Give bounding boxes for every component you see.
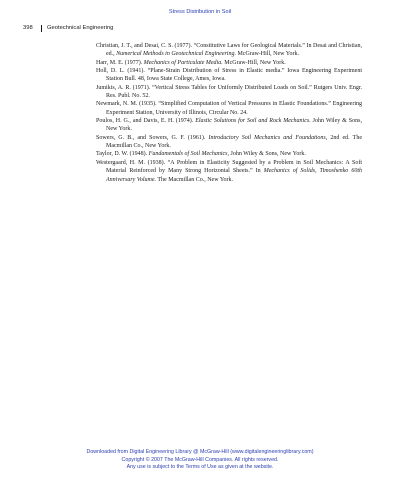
footer-copyright[interactable]: Copyright © 2007 The McGraw-Hill Companies. All rights reserved. [121,456,279,463]
reference-text-end: The Macmillan Co., New York. [156,176,234,183]
reference-italic: Elastic Solutions for Soil and Rock Mechanics. [195,118,311,125]
reference-text-end: John Wiley & Sons, New York. [106,118,362,133]
reference-text: Jumikis, A. R. (1971). “Vertical Stress Tables for Uniformly Distributed Loads on Soil.” Rutgers Univ. Engr. Res. Publ. No. 52. [96,84,362,100]
reference-text: Christian, J. T., and Desai, C. S. (1977). “Constitutive Laws for Geological Materials.” In Desai and Christian, ed., [96,43,362,58]
reference-text: Harr, M. E. (1977). [96,59,144,66]
reference-item [96,59,362,67]
reference-text-end: 2nd ed. The Macmillan Co., New York. [106,134,363,150]
reference-item [96,159,362,184]
header-divider [41,25,42,32]
running-head: Stress Distribution in Soil [168,9,232,15]
reference-list [96,42,362,184]
reference-item [96,42,362,59]
page-header [23,24,383,33]
reference-text-end: McGraw-Hill, New York. [235,51,299,58]
reference-text-end: McGraw-Hill, New York. [222,59,286,66]
reference-text: Newmark, N. M. (1935). “Simplified Computation of Vertical Pressures in Elastic Foundations.” Engineering Experiment Station, University of Illinois, Circular No. 24. [96,101,362,116]
book-title: Geotechnical Engineering [47,25,114,31]
reference-item [96,150,362,158]
reference-italic: Mechanics of Particulate Media. [143,59,223,66]
reference-item [96,84,362,101]
reference-italic: Fundamentals of Soil Mechanics, [148,151,229,158]
reference-item [96,117,362,134]
footer-terms-link[interactable]: Any use is subject to the Terms of Use as given at the website. [126,464,274,471]
reference-text: Westergaard, H. M. (1938). “A Problem in Elasticity Suggested by a Problem in Soil Mechanics: A Soft Material Reinforced by Many Strong Horizontal Sheets.” In [96,159,362,175]
reference-text-end: John Wiley & Sons, New York. [229,151,306,158]
footer-notice [0,449,400,472]
reference-item [96,100,362,117]
footer-download-link[interactable]: Downloaded from Digital Engineering Library @ McGraw-Hill (www.digitalengineeringlibrary.com) [86,449,314,455]
reference-italic: Introductory Soil Mechanics and Foundations, [208,134,328,141]
reference-italic: Mechanics of Solids, Timoshenko 60th Anniversary Volume. [106,168,362,183]
reference-item [96,67,362,84]
reference-item [96,134,362,151]
reference-text: Poulos, H. G., and Davis, E. H. (1974). [96,118,196,125]
page-number: 398 [23,25,33,31]
reference-text: Sowers, G. B., and Sowers, G. F. (1961). [96,134,209,141]
reference-italic: Numerical Methods in Geotechnical Engineering. [116,51,236,58]
reference-text: Taylor, D. W. (1948). [96,151,149,158]
reference-text: Holl, D. L. (1941). “Plane-Strain Distribution of Stress in Elastic media.” Iowa Engineering Experiment Station Bull. 48, Iowa State College, Ames, Iowa. [96,68,362,83]
